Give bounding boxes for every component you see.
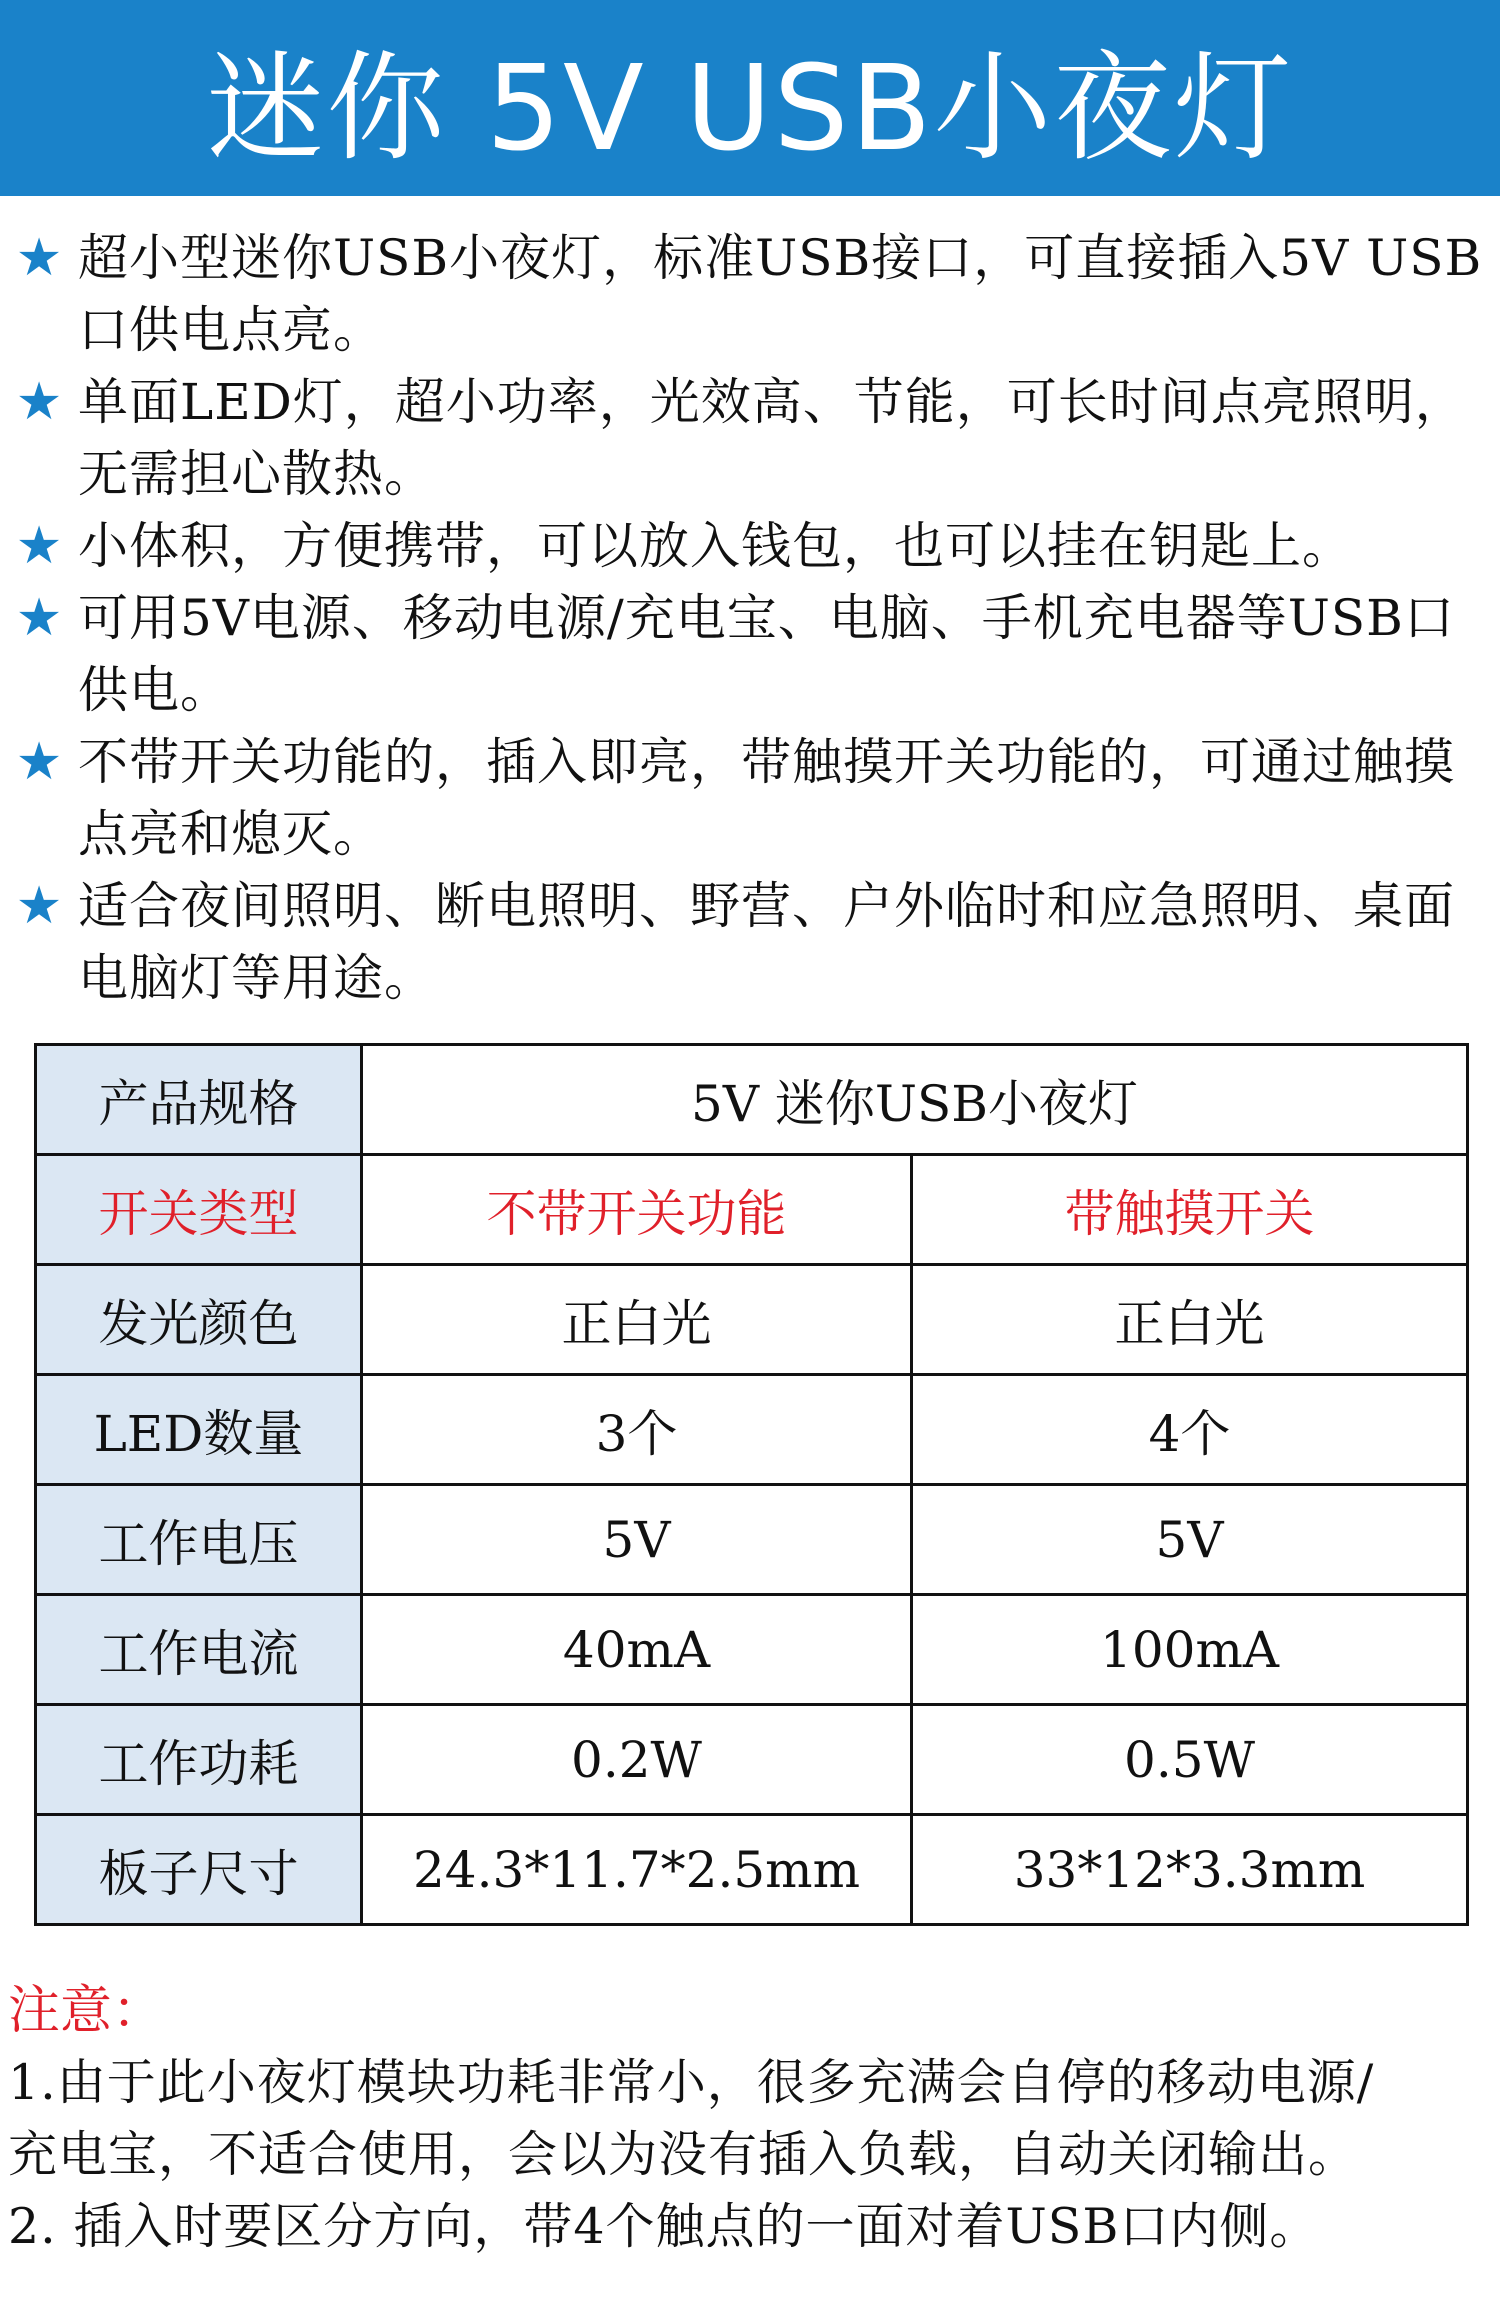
row-a-cell: 3个 [362,1375,912,1485]
feature-item [0,582,1500,726]
row-a-cell: 40mA [362,1595,912,1705]
feature-item [0,726,1500,870]
page-title-banner [0,0,1500,196]
switch-a-cell: 不带开关功能 [362,1155,912,1265]
table-row [36,1815,1468,1925]
row-b-cell: 0.5W [912,1705,1468,1815]
notes-section [8,1975,1498,2263]
header-label-cell: 产品规格 [36,1045,362,1155]
spec-table [34,1043,1469,1926]
star-icon: ★ [15,516,63,576]
note-line: 2. 插入时要区分方向，带4个触点的一面对着USB口内侧。 [8,2198,1320,2255]
switch-label-cell: 开关类型 [36,1155,362,1265]
note-line: 充电宝，不适合使用，会以为没有插入负载，自动关闭输出。 [8,2126,1359,2183]
row-label-cell: LED数量 [36,1375,362,1485]
feature-text: 超小型迷你USB小夜灯，标准USB接口，可直接插入5V USB口供电点亮。 [78,229,1483,359]
feature-item [0,510,1500,582]
row-label-cell: 板子尺寸 [36,1815,362,1925]
row-label-cell: 工作功耗 [36,1705,362,1815]
row-a-cell: 24.3*11.7*2.5mm [362,1815,912,1925]
switch-b-cell: 带触摸开关 [912,1155,1468,1265]
feature-item [0,366,1500,510]
row-a-cell: 5V [362,1485,912,1595]
star-icon: ★ [15,228,63,288]
table-row-switch [36,1155,1468,1265]
page-title: 迷你 5V USB小夜灯 [206,39,1294,177]
feature-text: 可用5V电源、移动电源/充电宝、电脑、手机充电器等USB口供电。 [78,589,1455,719]
row-b-cell: 4个 [912,1375,1468,1485]
feature-item [0,222,1500,366]
row-b-cell: 33*12*3.3mm [912,1815,1468,1925]
row-b-cell: 5V [912,1485,1468,1595]
star-icon: ★ [15,876,63,936]
row-a-cell: 正白光 [362,1265,912,1375]
feature-text: 不带开关功能的，插入即亮，带触摸开关功能的，可通过触摸点亮和熄灭。 [78,733,1455,863]
row-a-cell: 0.2W [362,1705,912,1815]
header-value-cell: 5V 迷你USB小夜灯 [362,1045,1468,1155]
row-label-cell: 工作电压 [36,1485,362,1595]
table-row [36,1485,1468,1595]
row-label-cell: 发光颜色 [36,1265,362,1375]
table-row [36,1265,1468,1375]
table-row [36,1705,1468,1815]
star-icon: ★ [15,372,63,432]
row-b-cell: 正白光 [912,1265,1468,1375]
table-row [36,1375,1468,1485]
star-icon: ★ [15,588,63,648]
notes-heading: 注意： [8,1981,165,2041]
star-icon: ★ [15,732,63,792]
feature-text: 小体积，方便携带，可以放入钱包，也可以挂在钥匙上。 [78,517,1353,575]
row-label-cell: 工作电流 [36,1595,362,1705]
feature-text: 单面LED灯，超小功率，光效高、节能，可长时间点亮照明，无需担心散热。 [78,373,1466,503]
feature-item [0,870,1500,1014]
feature-text: 适合夜间照明、断电照明、野营、户外临时和应急照明、桌面电脑灯等用途。 [78,877,1455,1007]
feature-list [0,222,1500,1014]
row-b-cell: 100mA [912,1595,1468,1705]
table-row [36,1595,1468,1705]
table-row-header [36,1045,1468,1155]
note-line: 1.由于此小夜灯模块功耗非常小，很多充满会自停的移动电源/ [8,2054,1375,2111]
